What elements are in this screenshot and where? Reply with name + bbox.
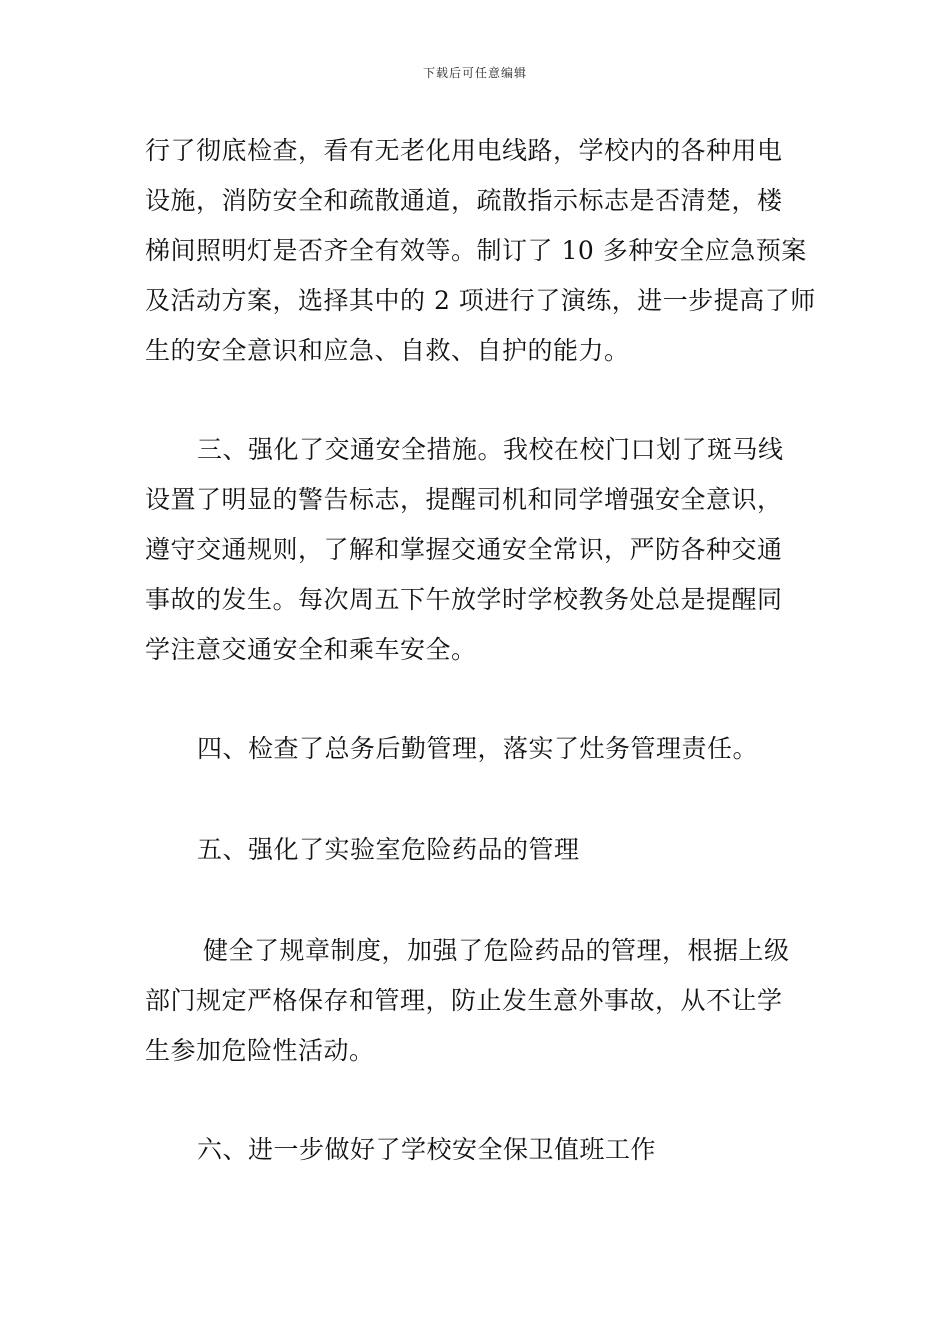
text-line: 设施，消防安全和疏散通道，疏散指示标志是否清楚，楼 <box>145 186 783 215</box>
text-line: 生的安全意识和应急、自救、自护的能力。 <box>145 336 630 365</box>
text-line: 及活动方案，选择其中的 2 项进行了演练，进一步提高了师 <box>145 286 816 315</box>
paragraph-spacer <box>145 1076 810 1125</box>
text-line: 梯间照明灯是否齐全有效等。制订了 10 多种安全应急预案 <box>145 236 807 265</box>
text-line: 设置了明显的警告标志，提醒司机和同学增强安全意识， <box>145 485 783 514</box>
paragraph-traffic-safety <box>145 425 810 675</box>
paragraph-spacer <box>145 675 810 724</box>
paragraph-spacer <box>145 774 810 825</box>
page-header-note: 下载后可任意编辑 <box>422 66 527 80</box>
text-line: 学注意交通安全和乘车安全。 <box>145 635 477 664</box>
paragraph-rules-chemicals <box>145 926 810 1076</box>
paragraph-inspection-continued <box>145 126 816 376</box>
text-line: 事故的发生。每次周五下午放学时学校教务处总是提醒同 <box>145 585 783 614</box>
text-line: 行了彻底检查，看有无老化用电线路，学校内的各种用电 <box>145 136 783 165</box>
text-line: 六、进一步做好了学校安全保卫值班工作 <box>197 1135 657 1164</box>
paragraph-spacer <box>145 376 810 425</box>
text-line: 三、强化了交通安全措施。我校在校门口划了斑马线 <box>197 435 784 464</box>
text-line: 五、强化了实验室危险药品的管理 <box>197 835 580 864</box>
heading-lab-chemicals <box>145 825 810 875</box>
text-line: 部门规定严格保存和管理，防止发生意外事故，从不让学 <box>145 986 783 1015</box>
heading-logistics-management <box>145 724 810 774</box>
text-line: 生参加危险性活动。 <box>145 1036 375 1065</box>
paragraph-spacer <box>145 875 810 926</box>
text-line: 健全了规章制度，加强了危险药品的管理，根据上级 <box>203 936 790 965</box>
text-line: 遵守交通规则，了解和掌握交通安全常识，严防各种交通 <box>145 535 783 564</box>
text-line: 四、检查了总务后勤管理，落实了灶务管理责任。 <box>197 734 759 763</box>
document-body <box>145 126 816 1175</box>
heading-security-duty <box>145 1125 810 1175</box>
